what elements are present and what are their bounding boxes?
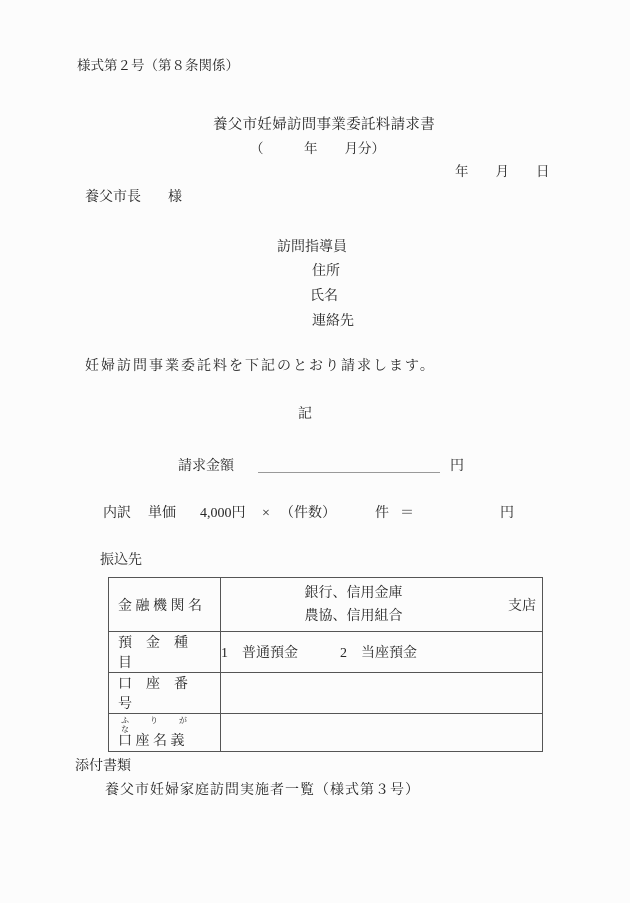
document-title: 養父市妊婦訪問事業委託料請求書 bbox=[213, 117, 435, 133]
account-type-label: 預 金 種 目 bbox=[109, 632, 221, 673]
unit-price-label: 単価 bbox=[148, 506, 176, 521]
breakdown-total-unit: 円 bbox=[500, 506, 514, 521]
transfer-section-label: 振込先 bbox=[100, 553, 142, 568]
applicant-role: 訪問指導員 bbox=[277, 240, 347, 255]
addressee-line bbox=[85, 190, 182, 206]
addressee-honorific: 様 bbox=[168, 190, 182, 205]
form-number: 様式第２号（第８条関係） bbox=[77, 58, 239, 73]
count-unit: 件 bbox=[375, 506, 389, 521]
record-mark: 記 bbox=[298, 407, 312, 422]
bank-name-label: 金 融 機 関 名 bbox=[109, 578, 221, 632]
request-statement: 妊婦訪問事業委託料を下記のとおり請求します。 bbox=[85, 359, 436, 374]
attachments-label: 添付書類 bbox=[75, 759, 131, 774]
table-row-account-type bbox=[109, 632, 543, 673]
claim-amount-label: 請求金額 bbox=[178, 459, 234, 474]
attachment-item: 養父市妊婦家庭訪問実施者一覧（様式第３号） bbox=[105, 783, 420, 798]
equals-sign: ＝ bbox=[400, 506, 414, 521]
count-label: （件数） bbox=[280, 506, 336, 521]
account-holder-label-text: 口 座 名 義 bbox=[118, 734, 185, 749]
table-row-account-number bbox=[109, 673, 543, 714]
addressee: 養父市長 bbox=[85, 190, 141, 205]
address-label: 住所 bbox=[312, 264, 340, 279]
bank-type-options bbox=[221, 582, 542, 628]
account-number-label: 口 座 番 号 bbox=[109, 673, 221, 714]
period-line: （ 年 月分） bbox=[250, 141, 385, 156]
furigana-label: ふ り が な bbox=[121, 716, 197, 734]
branch-suffix: 支店 bbox=[508, 598, 536, 614]
name-label: 氏名 bbox=[310, 289, 338, 304]
contact-label: 連絡先 bbox=[312, 314, 354, 329]
account-holder-label bbox=[109, 714, 221, 752]
account-number-value bbox=[221, 673, 543, 714]
account-holder-value bbox=[221, 714, 543, 752]
account-type-options: 1 普通預金 2 当座預金 bbox=[221, 632, 543, 673]
table-row-bank bbox=[109, 578, 543, 632]
date-line: 年 月 日 bbox=[455, 164, 550, 179]
bank-type-line2: 農協、信用組合 bbox=[304, 608, 403, 624]
claim-amount-unit: 円 bbox=[450, 459, 464, 474]
multiplication-sign: × bbox=[262, 506, 270, 521]
unit-price-value: 4,000円 bbox=[200, 506, 246, 521]
bank-type-line1: 銀行、信用金庫 bbox=[304, 585, 403, 601]
table-row-account-holder bbox=[109, 714, 543, 752]
breakdown-label: 内訳 bbox=[103, 506, 131, 521]
bank-name-cell bbox=[221, 578, 543, 632]
transfer-table bbox=[108, 577, 543, 752]
claim-amount-blank bbox=[258, 459, 440, 473]
